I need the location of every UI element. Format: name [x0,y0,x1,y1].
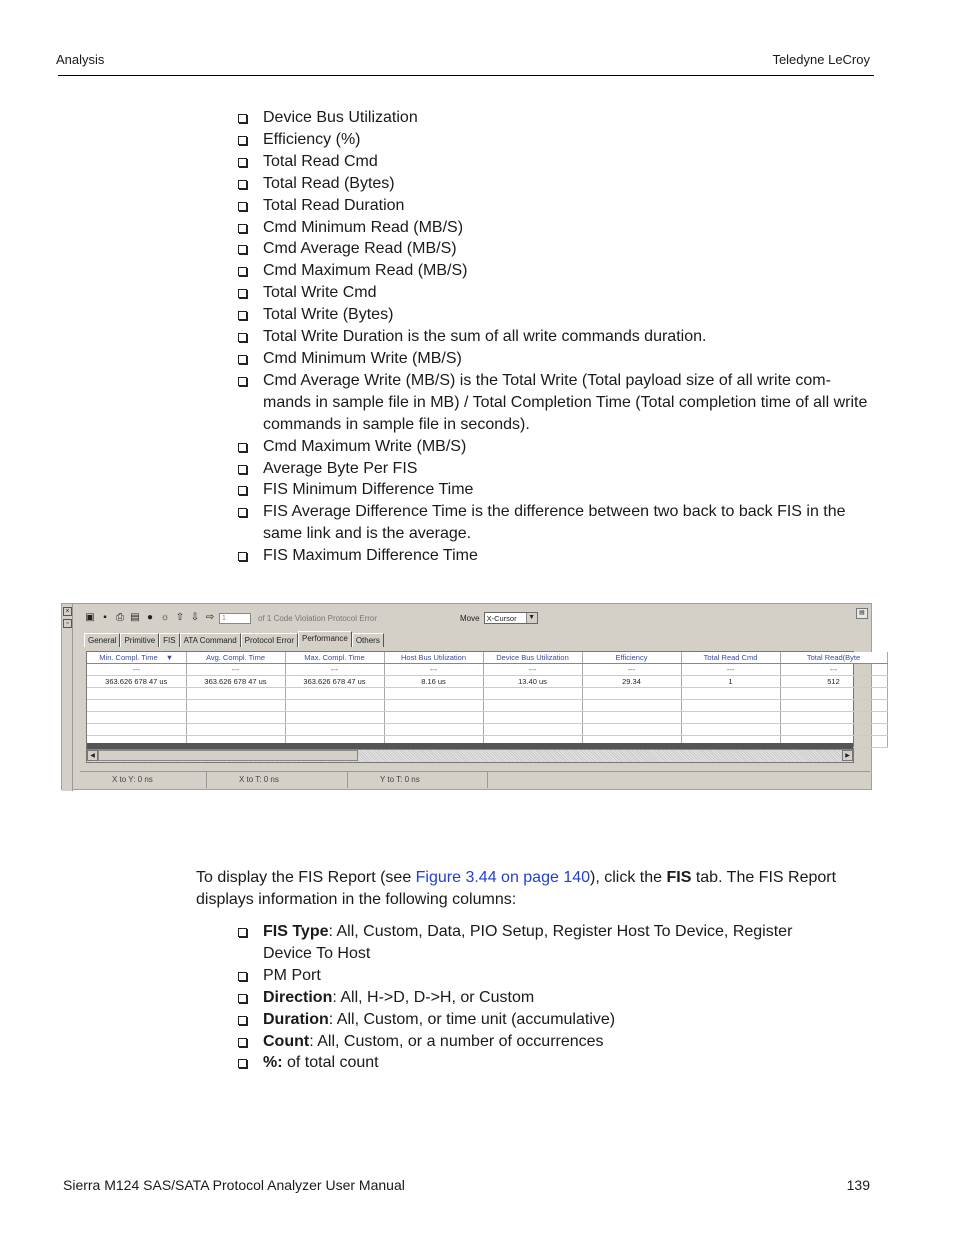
table-cell: 29.34 [582,676,681,688]
move-value: X-Cursor [486,613,517,623]
empty-row [87,724,887,736]
fis-columns-list [263,921,823,1074]
list-item: FIS Average Difference Time is the difference between two back to back FIS in the same link and is the average. [263,501,873,545]
table-cell: 363.626 678 47 us [285,676,384,688]
print-preview-icon[interactable]: ▤ [130,612,140,623]
status-bar [80,771,870,788]
move-control [460,612,538,624]
scroll-thumb[interactable] [98,750,358,761]
tab-primitive[interactable]: Primitive [120,633,159,647]
list-item: Count: All, Custom, or a number of occurrences [263,1031,823,1053]
list-item: Total Read Duration [263,195,873,217]
column-header[interactable]: Efficiency [582,652,681,664]
list-item: Cmd Maximum Read (MB/S) [263,260,873,282]
scroll-right-icon[interactable]: ▶ [842,750,853,761]
filter-icon[interactable]: ☼ [160,612,170,623]
status-x-to-y: X to Y: 0 ns [80,772,207,788]
arrow-down-icon[interactable]: ⇩ [190,612,200,623]
column-header[interactable]: Min. Compl. Time ▼ [87,652,186,664]
status-y-to-t: Y to T: 0 ns [348,772,488,788]
fis-report-paragraph: To display the FIS Report (see Figure 3.44 on page 140), click the FIS tab. The FIS Report displays information in the following columns: [196,869,837,908]
list-item: FIS Maximum Difference Time [263,545,873,567]
page-input[interactable]: 1 [219,613,251,624]
arrow-up-icon[interactable]: ⇧ [175,612,185,623]
tab-others[interactable]: Others [352,633,384,647]
list-item: %: of total count [263,1052,823,1074]
filter-cell[interactable]: --- [285,664,384,676]
filter-cell[interactable]: --- [186,664,285,676]
list-item: Total Write Duration is the sum of all write commands duration. [263,326,873,348]
column-header[interactable]: Total Read(Byte [780,652,887,664]
header-section-title: Analysis [56,52,105,67]
pin-icon[interactable]: ▫ [63,619,72,628]
empty-row [87,700,887,712]
move-label: Move [460,613,480,623]
go-icon[interactable]: ⇨ [205,612,215,623]
list-item: Average Byte Per FIS [263,458,873,480]
header-company: Teledyne LeCroy [772,52,870,67]
header-rule [58,75,874,76]
table-cell: 8.16 us [384,676,483,688]
horizontal-scrollbar[interactable] [87,749,853,762]
grid-header-row [87,652,887,664]
status-x-to-t: X to T: 0 ns [207,772,348,788]
table-cell: 363.626 678 47 us [186,676,285,688]
tab-performance[interactable]: Performance [298,631,352,647]
tab-fis[interactable]: FIS [159,633,179,647]
close-icon[interactable]: × [63,607,72,616]
chevron-down-icon[interactable]: ▼ [526,613,537,623]
filter-cell[interactable]: --- [780,664,887,676]
page-number: 139 [846,1177,870,1193]
save-icon[interactable]: ▪ [103,612,107,623]
list-item: Cmd Minimum Write (MB/S) [263,348,873,370]
list-item: Total Read (Bytes) [263,173,873,195]
empty-row [87,712,887,724]
column-header[interactable]: Device Bus Utilization [483,652,582,664]
column-header[interactable]: Max. Compl. Time [285,652,384,664]
list-item: Total Write (Bytes) [263,304,873,326]
table-cell: 1 [681,676,780,688]
list-item: Direction: All, H->D, D->H, or Custom [263,987,823,1009]
filter-cell[interactable]: --- [681,664,780,676]
list-item: Cmd Maximum Write (MB/S) [263,436,873,458]
list-item: Total Write Cmd [263,282,873,304]
empty-row [87,688,887,700]
footer-manual-title: Sierra M124 SAS/SATA Protocol Analyzer User Manual [63,1177,405,1193]
metrics-list [263,107,873,567]
list-item: Cmd Average Write (MB/S) is the Total Write (Total payload size of all write com-mands in sample file in MB) / Total Completion Time (Total completion time of all write commands in sample file in seconds). [263,370,873,436]
list-item: PM Port [263,965,823,987]
filter-cell[interactable]: --- [87,664,186,676]
move-select[interactable] [484,612,538,624]
list-item: Cmd Average Read (MB/S) [263,238,873,260]
list-item: FIS Type: All, Custom, Data, PIO Setup, Register Host To Device, Register Device To Host [263,921,823,965]
table-row[interactable] [87,676,887,688]
tab-protocol-error[interactable]: Protocol Error [241,633,298,647]
toolbar [84,611,377,625]
sort-arrow-icon: ▼ [165,653,174,662]
list-item: Efficiency (%) [263,129,873,151]
filter-cell[interactable]: --- [582,664,681,676]
filter-cell[interactable]: --- [384,664,483,676]
table-cell: 363.626 678 47 us [87,676,186,688]
print-icon[interactable]: ⎙ [116,612,124,623]
list-item: Device Bus Utilization [263,107,873,129]
column-header[interactable]: Total Read Cmd [681,652,780,664]
tab-ata-command[interactable]: ATA Command [180,633,241,647]
tab-general[interactable]: General [84,633,120,647]
filter-cell[interactable]: --- [483,664,582,676]
options-icon[interactable]: ▤ [856,608,868,619]
toolbar-status: of 1 Code Violation Protocol Error [258,613,378,623]
filter-row [87,664,887,676]
dock-strip [62,604,73,791]
list-item: Total Read Cmd [263,151,873,173]
figure-link[interactable]: Figure 3.44 on page 140 [415,869,591,886]
table-cell: 512 [780,676,887,688]
table-cell: 13.40 us [483,676,582,688]
column-header[interactable]: Host Bus Utilization [384,652,483,664]
color-icon[interactable]: ● [146,612,154,623]
performance-report-screenshot [61,603,872,790]
list-item: FIS Minimum Difference Time [263,479,873,501]
column-header[interactable]: Avg. Compl. Time [186,652,285,664]
list-item: Cmd Minimum Read (MB/S) [263,217,873,239]
performance-grid [86,651,861,763]
report-tabs [84,633,384,647]
list-item: Duration: All, Custom, or time unit (accumulative) [263,1009,823,1031]
export-icon[interactable]: ▣ [85,612,95,623]
scroll-left-icon[interactable]: ◀ [87,750,98,761]
